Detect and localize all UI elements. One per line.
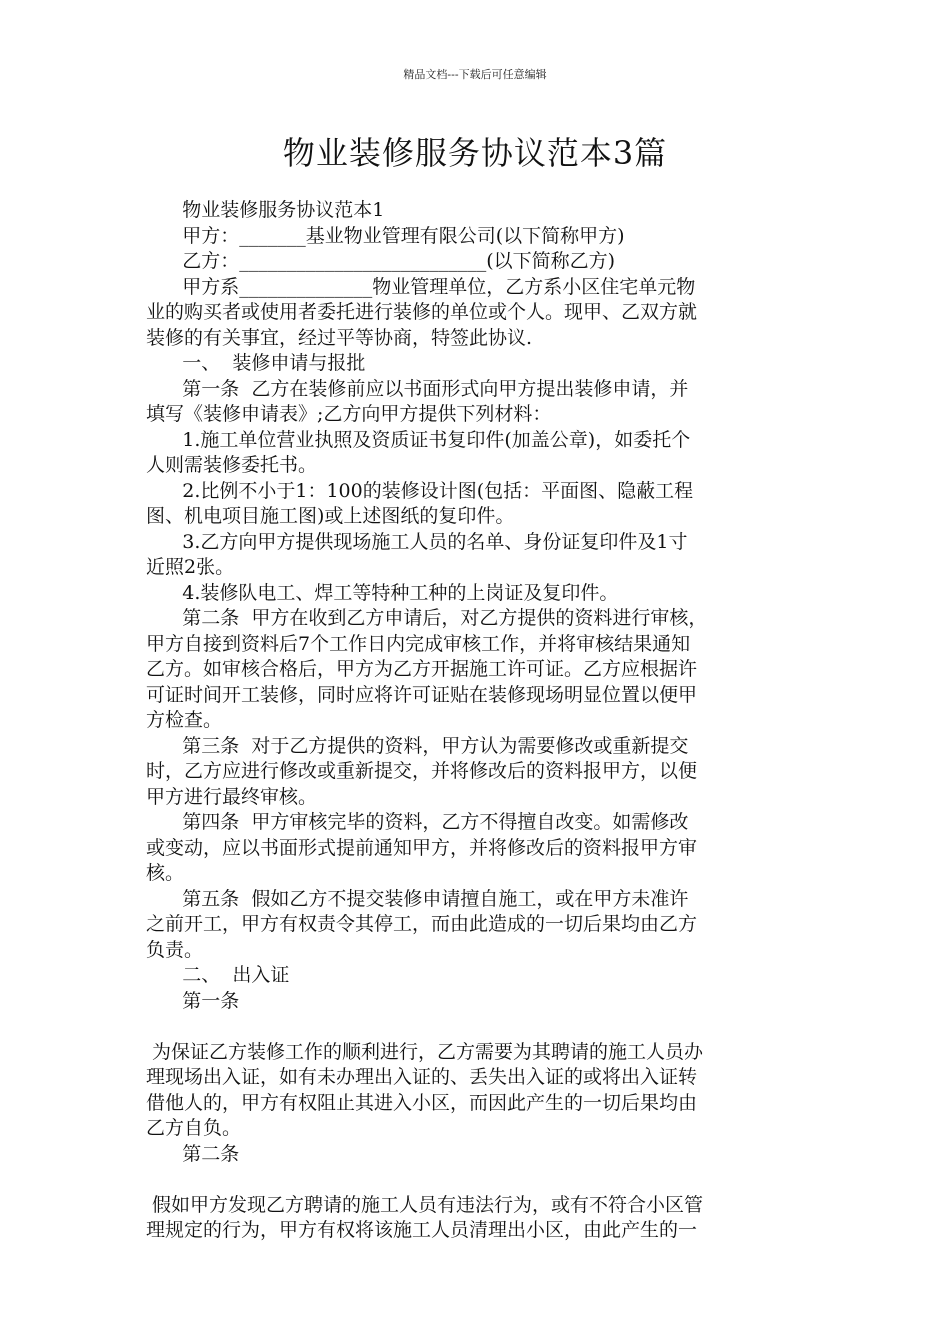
body-line: 一、 装修申请与报批 bbox=[146, 352, 366, 374]
body-line: 理规定的行为，甲方有权将该施工人员清理出小区，由此产生的一 bbox=[146, 1219, 698, 1241]
body-line: 甲方进行最终审核。 bbox=[146, 785, 318, 808]
body-line: 业的购买者或使用者委托进行装修的单位或个人。现甲、乙双方就 bbox=[146, 301, 698, 323]
body-line: 甲方系______________物业管理单位，乙方系小区住宅单元物 bbox=[146, 275, 696, 298]
body-line: 2.比例不小于1：100的装修设计图(包括：平面图、隐蔽工程 bbox=[146, 479, 694, 502]
body-line: 第四条 甲方审核完毕的资料，乙方不得擅自改变。如需修改 bbox=[146, 811, 689, 833]
body-line: 4.装修队电工、焊工等特种工种的上岗证及复印件。 bbox=[146, 581, 619, 604]
body-line: 第一条 乙方在装修前应以书面形式向甲方提出装修申请，并 bbox=[146, 377, 689, 400]
body-line: 假如甲方发现乙方聘请的施工人员有违法行为，或有不符合小区管 bbox=[146, 1193, 704, 1216]
body-line: 核。 bbox=[146, 862, 185, 884]
body-line: 为保证乙方装修工作的顺利进行，乙方需要为其聘请的施工人员办 bbox=[146, 1040, 704, 1063]
body-line: 1.施工单位营业执照及资质证书复印件(加盖公章)，如委托个 bbox=[146, 428, 691, 451]
body-line: 第三条 对于乙方提供的资料，甲方认为需要修改或重新提交 bbox=[146, 734, 689, 757]
body-line: 可证时间开工装修，同时应将许可证贴在装修现场明显位置以便甲 bbox=[146, 683, 698, 706]
body-line: 填写《装修申请表》;乙方向甲方提供下列材料： bbox=[146, 403, 552, 425]
body-line: 或变动，应以书面形式提前通知甲方，并将修改后的资料报甲方审 bbox=[146, 836, 698, 859]
body-line bbox=[146, 1014, 810, 1040]
body-line bbox=[146, 1167, 810, 1193]
body-line: 近照2张。 bbox=[146, 556, 235, 578]
body-line: 第一条 bbox=[146, 989, 240, 1012]
body-line: 第二条 甲方在收到乙方申请后，对乙方提供的资料进行审核， bbox=[146, 607, 708, 629]
body-line: 人则需装修委托书。 bbox=[146, 454, 318, 476]
document-title: 物业装修服务协议范本3篇 bbox=[282, 134, 668, 172]
body-line: 负责。 bbox=[146, 938, 204, 961]
body-line: 二、 出入证 bbox=[146, 964, 290, 986]
body-line: 装修的有关事宜，经过平等协商，特签此协议. bbox=[146, 326, 533, 349]
page-header: 精品文档---下载后可任意编辑 bbox=[403, 68, 547, 81]
body-line: 方检查。 bbox=[146, 709, 223, 731]
body-line: 乙方。如审核合格后，甲方为乙方开据施工许可证。乙方应根据许 bbox=[146, 658, 698, 680]
body-line: 乙方自负。 bbox=[146, 1117, 242, 1139]
body-line: 物业装修服务协议范本1 bbox=[146, 199, 385, 221]
body-line: 图、机电项目施工图)或上述图纸的复印件。 bbox=[146, 505, 515, 527]
body-line: 之前开工，甲方有权责令其停工，而由此造成的一切后果均由乙方 bbox=[146, 913, 698, 935]
body-line: 时，乙方应进行修改或重新提交，并将修改后的资料报甲方，以便 bbox=[146, 760, 698, 782]
body-line: 甲方：_______基业物业管理有限公司(以下简称甲方) bbox=[146, 224, 625, 247]
body-line: 第五条 假如乙方不提交装修申请擅自施工，或在甲方未准许 bbox=[146, 887, 689, 910]
body-line: 乙方：__________________________(以下简称乙方) bbox=[146, 250, 616, 272]
body-line: 3.乙方向甲方提供现场施工人员的名单、身份证复印件及1寸 bbox=[146, 530, 688, 553]
body-line: 第二条 bbox=[146, 1142, 240, 1165]
document-body bbox=[146, 198, 810, 1244]
body-line: 甲方自接到资料后7个工作日内完成审核工作，并将审核结果通知 bbox=[146, 632, 691, 655]
body-line: 理现场出入证，如有未办理出入证的、丢失出入证的或将出入证转 bbox=[146, 1066, 698, 1088]
body-line: 借他人的，甲方有权阻止其进入小区，而因此产生的一切后果均由 bbox=[146, 1091, 698, 1114]
